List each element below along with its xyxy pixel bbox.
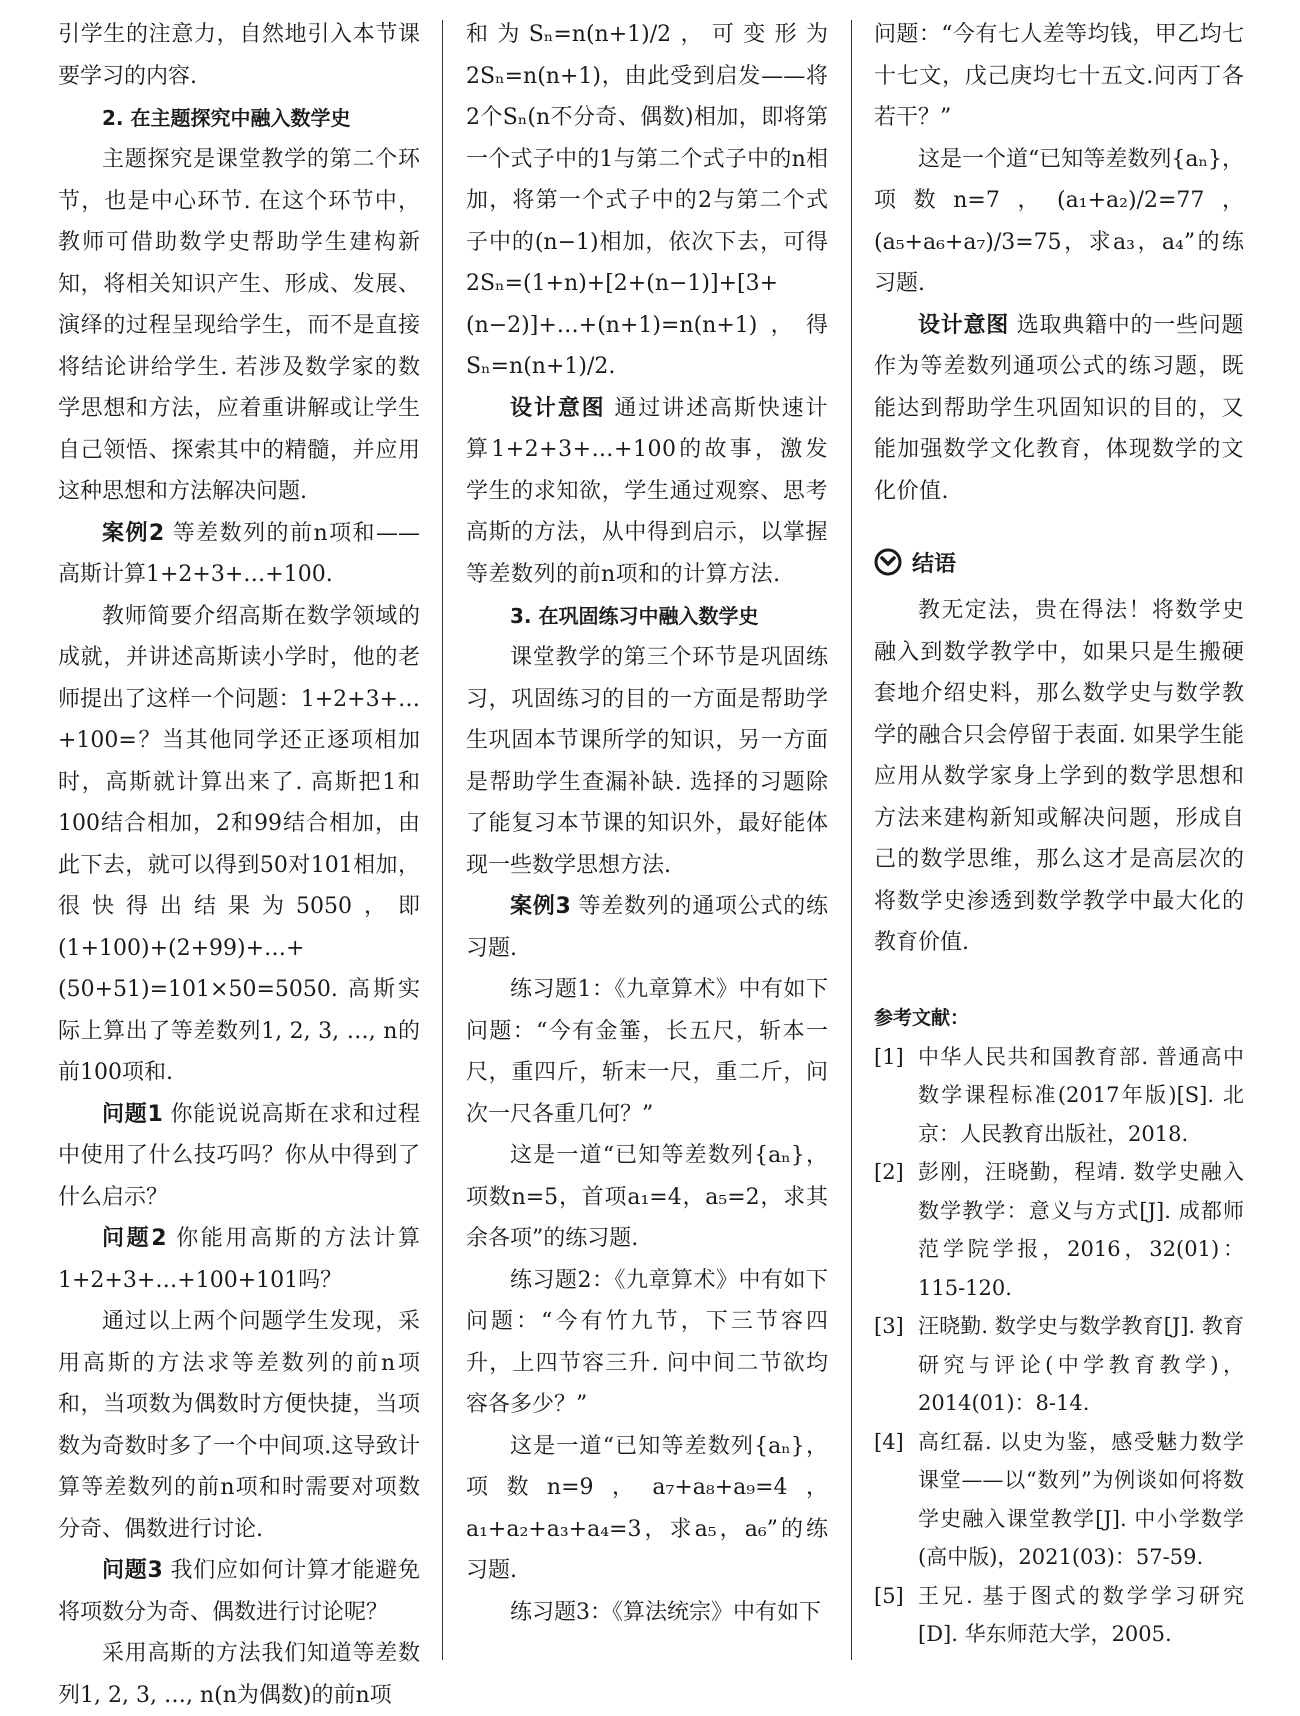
question-1 [58, 1094, 420, 1219]
exercise-1: 练习题1：《九章算术》中有如下问题：“今有金箠，长五尺，斩本一尺，重四斤，斩末一尺，重二斤，问次一尺各重几何？” [466, 977, 828, 1127]
reference-number: [5] [874, 1583, 904, 1608]
question-1-text: 你能说说高斯在求和过程中使用了什么技巧吗？你从中得到了什么启示？ [58, 1101, 420, 1210]
question-3-text: 我们应如何计算才能避免将项数分为奇、偶数进行讨论呢？ [58, 1558, 420, 1625]
column-2 [466, 14, 828, 1633]
reference-item [874, 1423, 1244, 1577]
paragraph-method: 采用高斯的方法我们知道等差数列1, 2, 3, …, n(n为偶数)的前n项 [58, 1641, 420, 1708]
exercise-3: 练习题3：《算法统宗》中有如下 [510, 1599, 821, 1625]
paragraph-theme: 主题探究是课堂教学的第二个环节，也是中心环节. 在这个环节中，教师可借助数学史帮助学生建构新知，将相关知识产生、形成、发展、演绎的过程呈现给学生，而不是直接将结论讲给学生. 若涉及数学家的数学思想和方法，应着重讲解或让学生自己领悟、探索其中的精髓，并应用这种思想和方法解决问题. [58, 147, 420, 504]
case-3-text: 等差数列的通项公式的练习题. [466, 894, 828, 961]
reference-text: 中华人民共和国教育部. 普通高中数学课程标准(2017年版)[S]. 北京：人民教育出版社，2018. [918, 1044, 1244, 1146]
column-3 [874, 14, 1244, 1654]
question-2 [58, 1218, 420, 1301]
case-3-lead: 案例3 [510, 894, 571, 919]
case-2 [58, 513, 420, 596]
reference-text: 王兄. 基于图式的数学学习研究[D]. 华东师范大学，2005. [918, 1583, 1244, 1646]
question-3 [58, 1550, 420, 1633]
exercise-2-note: 这是一道“已知等差数列{aₙ}，项数n=9，a₇+a₈+a₉=4，a₁+a₂+a₃+a₄=3，求a₅，a₆”的练习题. [466, 1433, 828, 1583]
references-list [874, 1038, 1244, 1654]
paragraph-formula: 和为Sₙ=n(n+1)/2，可变形为2Sₙ=n(n+1)，由此受到启发——将2个Sₙ(n不分奇、偶数)相加，即将第一个式子中的1与第二个式子中的n相加，将第一个式子中的2与第二个式子中的(n−1)相加，依次下去，可得2Sₙ=(1+n)+[2+(n−1)]+[3+(n−2)]+…+(n+1)=n(n+1)，得Sₙ=n(n+1)/2. [466, 22, 828, 379]
reference-text: 汪晓勤. 数学史与数学教育[J]. 教育研究与评论(中学教育教学)，2014(01)：8-14. [918, 1314, 1244, 1415]
reference-item [874, 1307, 1244, 1423]
exercise-1-note: 这是一道“已知等差数列{aₙ}，项数n=5，首项a₁=4，a₅=2，求其余各项”的练习题. [466, 1143, 828, 1251]
paragraph-intro: 引学生的注意力，自然地引入本节课要学习的内容. [58, 22, 420, 89]
exercise-3-note: 这是一个道“已知等差数列{aₙ}，项数n=7，(a₁+a₂)/2=77，(a₅+a₆+a₇)/3=75，求a₃，a₄”的练习题. [874, 146, 1244, 296]
column-1 [58, 14, 420, 1716]
design-intent-2 [874, 305, 1244, 513]
exercise-3-cont: 问题：“今有七人差等均钱，甲乙均七十七文，戊己庚均七十五文.问丙丁各若干？” [874, 22, 1244, 130]
design-intent-lead: 设计意图 [918, 312, 1009, 338]
design-intent-lead: 设计意图 [510, 395, 606, 421]
reference-number: [4] [874, 1429, 904, 1454]
section-2-heading: 2. 在主题探究中融入数学史 [102, 106, 351, 130]
reference-item [874, 1038, 1244, 1154]
conclusion-text: 教无定法，贵在得法！将数学史融入到数学教学中，如果只是生搬硬套地介绍史料，那么数学史与数学教学的融合只会停留于表面. 如果学生能应用从数学家身上学到的数学思想和方法来建构新知或解决问题，形成自己的数学思维，那么这才是高层次的将数学史渗透到数学教学中最大化的教育价值. [874, 598, 1244, 955]
column-divider [851, 20, 852, 1660]
paragraph-discover: 通过以上两个问题学生发现，采用高斯的方法求等差数列的前n项和，当项数为偶数时方便快捷，当项数为奇数时多了一个中间项.这导致计算等差数列的前n项和时需要对项数分奇、偶数进行讨论. [58, 1309, 420, 1542]
design-intent-text: 选取典籍中的一些问题作为等差数列通项公式的练习题，既能达到帮助学生巩固知识的目的，又能加强数学文化教育，体现数学的文化价值. [874, 312, 1244, 504]
question-2-lead: 问题2 [102, 1226, 167, 1251]
design-intent-1 [466, 388, 828, 596]
conclusion-title: 结语 [912, 551, 957, 577]
paragraph-gauss: 教师简要介绍高斯在数学领域的成就，并讲述高斯读小学时，他的老师提出了这样一个问题：1+2+3+…+100=？当其他同学还正逐项相加时，高斯就计算出来了. 高斯把1和100结合相加，2和99结合相加，由此下去，就可以得到50对101相加，很快得出结果为5050，即(1+100)+(2+99)+…+(50+51)=101×50=5050. 高斯实际上算出了等差数列1, 2, 3, …, n的前100项和. [58, 603, 420, 1085]
reference-item [874, 1577, 1244, 1654]
question-2-text: 你能用高斯的方法计算1+2+3+…+100+101吗？ [58, 1226, 420, 1293]
section-3-heading: 3. 在巩固练习中融入数学史 [510, 604, 759, 628]
question-3-lead: 问题3 [102, 1558, 163, 1583]
exercise-2: 练习题2：《九章算术》中有如下问题：“今有竹九节，下三节容四升，上四节容三升. 问中间二节欲均容各多少？” [466, 1267, 828, 1417]
references-heading: 参考文献： [874, 1006, 970, 1029]
conclusion-heading [874, 540, 1244, 584]
reference-text: 彭刚，汪晓勤，程靖. 数学史融入数学教学：意义与方式[J]. 成都师范学院学报，2016，32(01)：115-120. [918, 1160, 1244, 1300]
reference-number: [1] [874, 1044, 904, 1069]
reference-text: 高红磊. 以史为鉴，感受魅力数学课堂——以“数列”为例谈如何将数学史融入课堂教学[J]. 中小学数学(高中版)，2021(03)：57-59. [918, 1429, 1244, 1569]
reference-number: [3] [874, 1314, 904, 1338]
reference-number: [2] [874, 1160, 904, 1184]
case-2-lead: 案例2 [102, 520, 165, 546]
case-3 [466, 886, 828, 969]
column-divider [442, 20, 443, 1660]
question-1-lead: 问题1 [102, 1101, 163, 1127]
reference-item [874, 1153, 1244, 1307]
design-intent-text: 通过讲述高斯快速计算1+2+3+…+100的故事，激发学生的求知欲，学生通过观察、思考高斯的方法，从中得到启示，以掌握等差数列的前n项和的计算方法. [466, 395, 828, 587]
paragraph-practice: 课堂教学的第三个环节是巩固练习，巩固练习的目的一方面是帮助学生巩固本节课所学的知识，另一方面是帮助学生查漏补缺. 选择的习题除了能复习本节课的知识外，最好能体现一些数学思想方法. [466, 645, 828, 878]
case-2-text: 等差数列的前n项和——高斯计算1+2+3+…+100. [58, 520, 420, 587]
arrow-circle-icon [874, 548, 902, 576]
